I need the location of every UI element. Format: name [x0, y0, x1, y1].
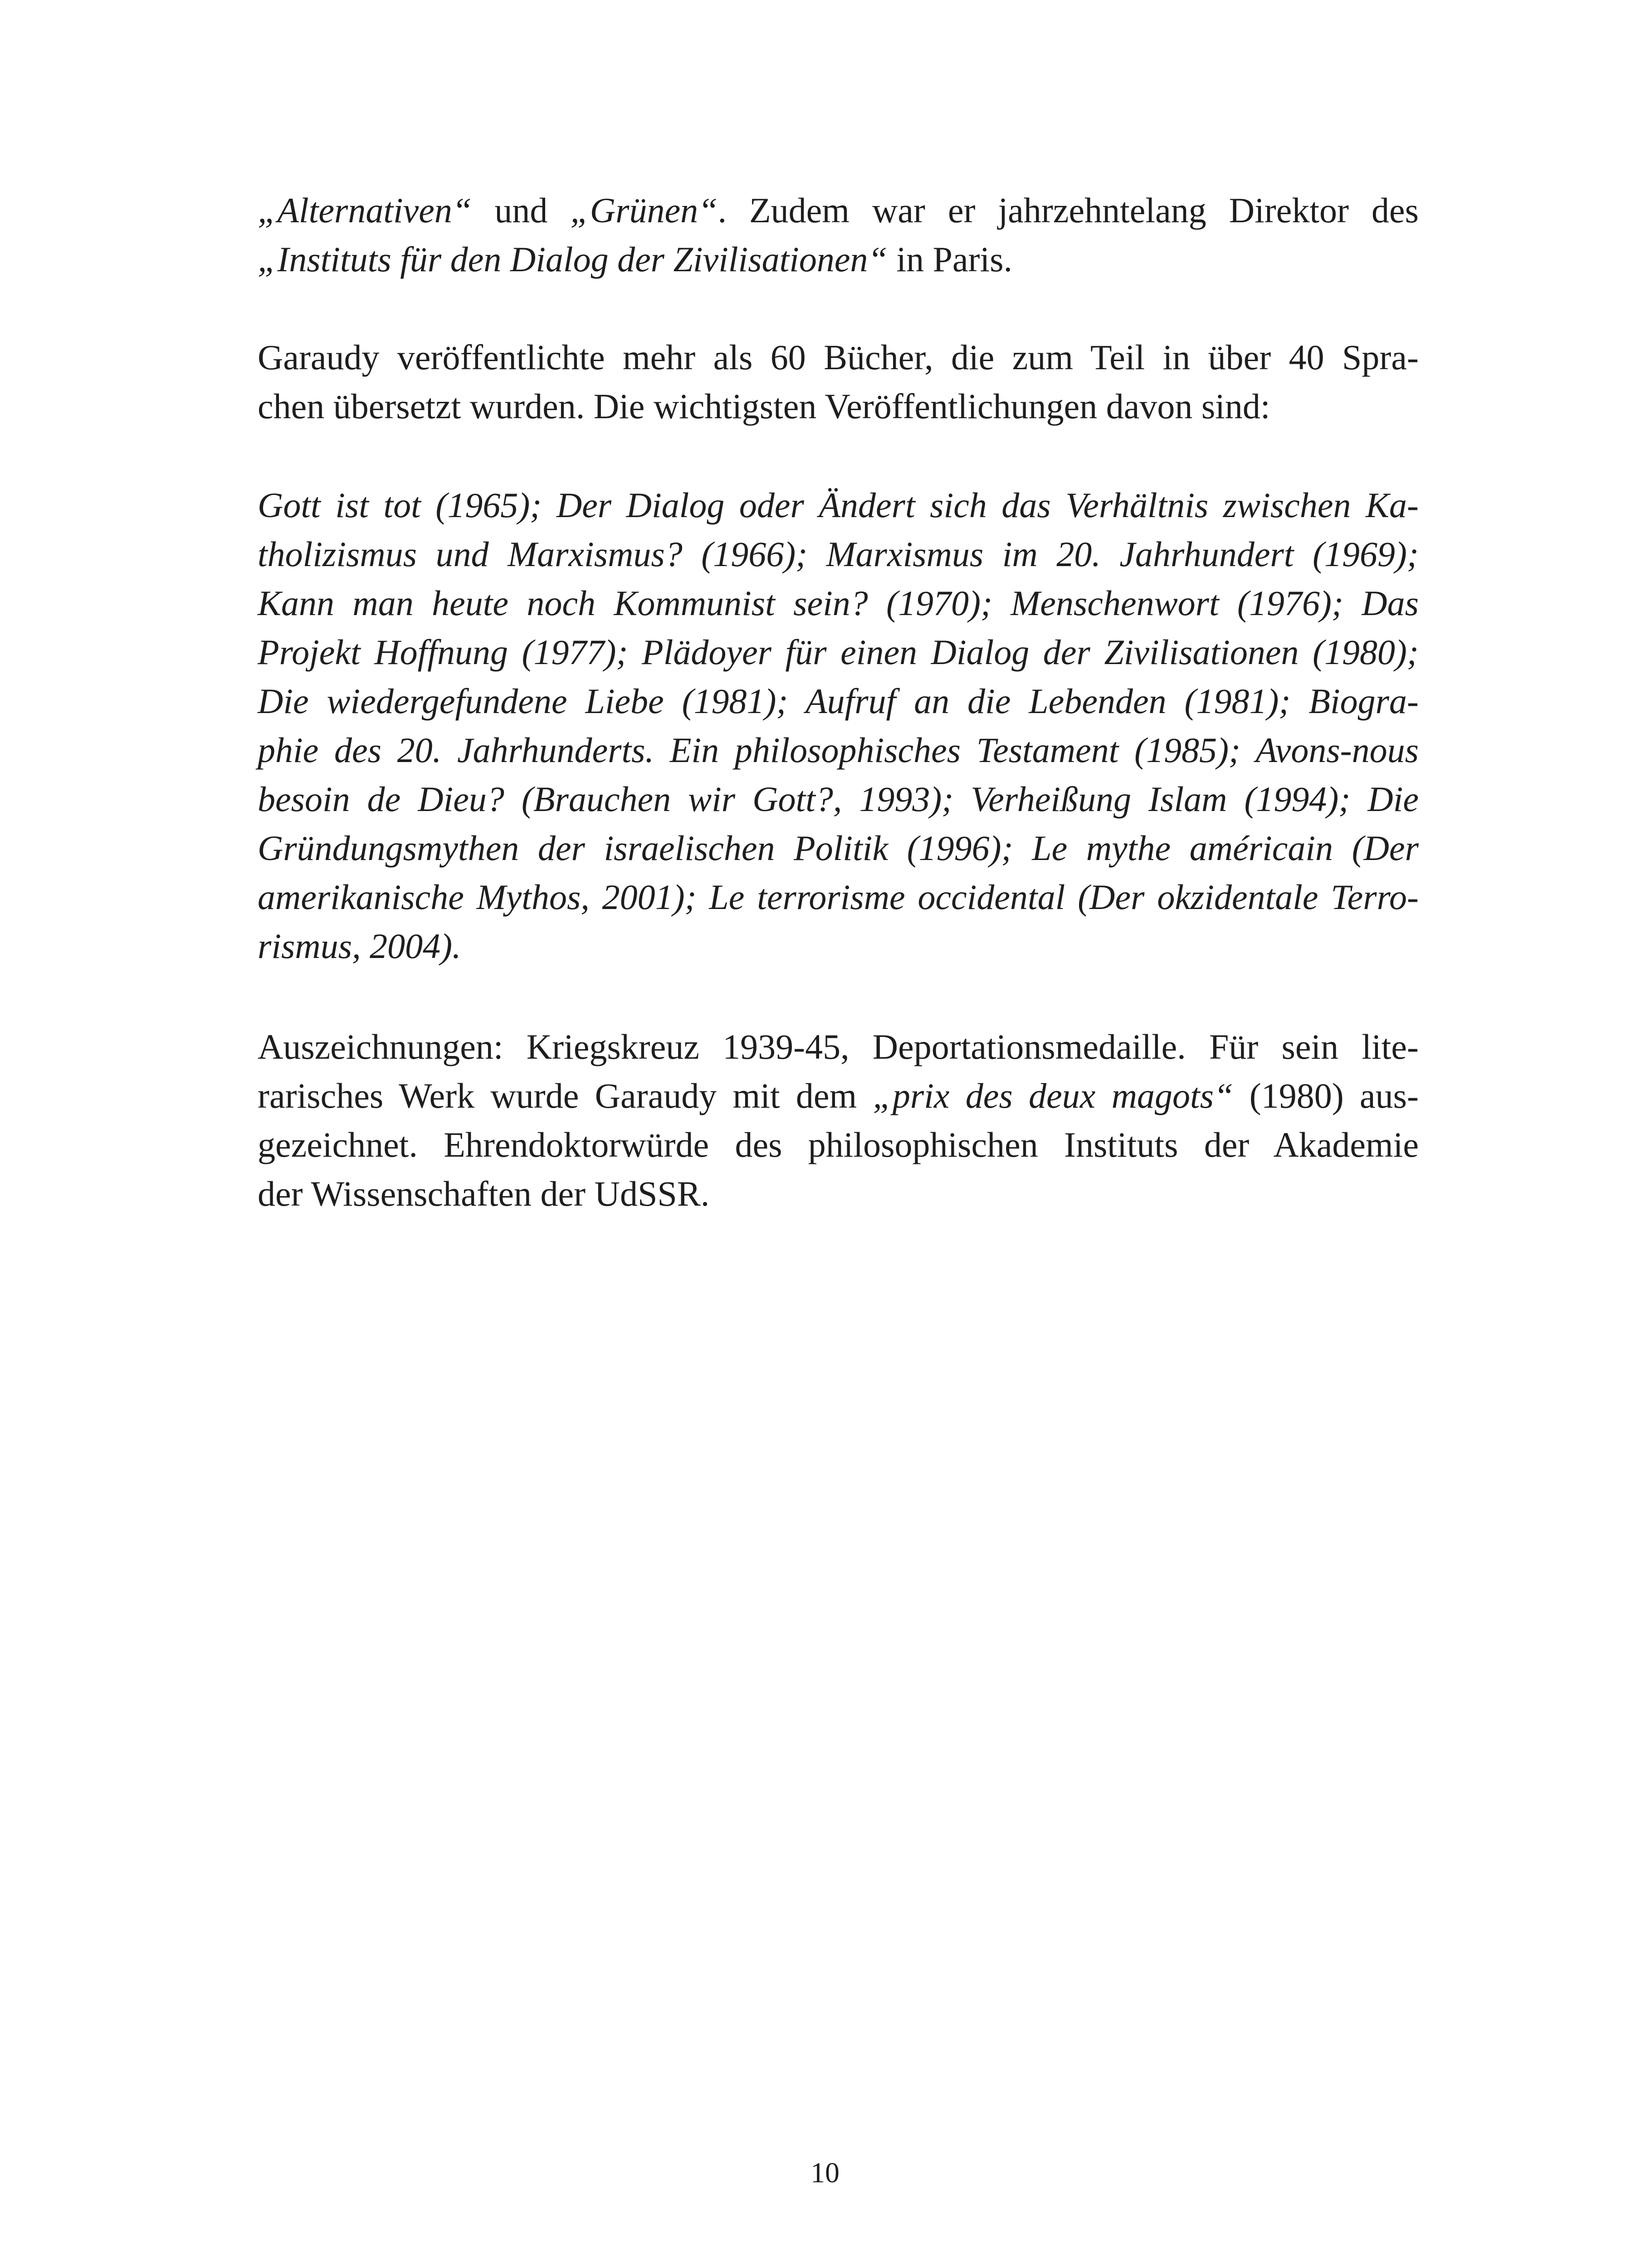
text-line [258, 579, 1419, 628]
italic-text: Gründungsmythen der israelischen Politik (1996); Le mythe américain (Der [258, 828, 1419, 868]
text-line [258, 775, 1419, 824]
paragraph-alternativen-gruenen [258, 186, 1419, 284]
italic-text: „Alternativen“ [258, 191, 472, 230]
italic-text: „Grünen“ [570, 191, 718, 230]
text-line [258, 530, 1419, 579]
page-number: 10 [810, 2156, 840, 2189]
italic-text: tholizismus und Marxismus? (1966); Marxismus im 20. Jahrhundert (1969); [258, 534, 1419, 574]
text-run: chen übersetzt wurden. Die wichtigsten Veröffentlichungen davon sind: [258, 386, 1270, 426]
paragraph-publication-list [258, 481, 1419, 971]
text-run: gezeichnet. Ehrendoktorwürde des philosophischen Instituts der Akademie [258, 1125, 1419, 1164]
text-line [258, 824, 1419, 873]
italic-text: Projekt Hoffnung (1977); Plädoyer für einen Dialog der Zivilisationen (1980); [258, 632, 1419, 672]
text-run: der Wissenschaften der UdSSR. [258, 1174, 710, 1213]
italic-text: Die wiedergefundene Liebe (1981); Aufruf an die Lebenden (1981); Biogra- [258, 681, 1419, 721]
text-line [258, 1071, 1419, 1120]
italic-text: Kann man heute noch Kommunist sein? (1970); Menschenwort (1976); Das [258, 583, 1419, 623]
text-line [258, 1120, 1419, 1169]
text-run: . Zudem war er jahrzehntelang Direktor des [718, 191, 1419, 230]
text-line [258, 333, 1419, 382]
italic-text: phie des 20. Jahrhunderts. Ein philosophisches Testament (1985); Avons-nous [258, 730, 1419, 770]
text-line [258, 628, 1419, 677]
text-run: (1980) aus- [1233, 1076, 1419, 1115]
italic-text: amerikanische Mythos, 2001); Le terrorisme occidental (Der okzidentale Terro- [258, 877, 1419, 917]
text-line [258, 186, 1419, 235]
paragraph-awards [258, 1022, 1419, 1218]
text-run: in Paris. [887, 240, 1013, 279]
text-line [258, 1022, 1419, 1071]
text-run: rarisches Werk wurde Garaudy mit dem [258, 1076, 873, 1115]
text-line [258, 235, 1419, 284]
italic-text: „prix des deux magots“ [873, 1076, 1234, 1115]
text-line [258, 922, 1419, 971]
text-line [258, 873, 1419, 922]
italic-text: Gott ist tot (1965); Der Dialog oder Ändert sich das Verhältnis zwischen Ka- [258, 485, 1419, 525]
text-line [258, 677, 1419, 726]
text-line [258, 481, 1419, 530]
italic-text: „Instituts für den Dialog der Zivilisationen“ [258, 240, 888, 279]
text-line [258, 1169, 1419, 1218]
text-run: Auszeichnungen: Kriegskreuz 1939-45, Deportationsmedaille. Für sein lite- [258, 1027, 1419, 1066]
text-run: Garaudy veröffentlichte mehr als 60 Bücher, die zum Teil in über 40 Spra- [258, 337, 1419, 377]
text-line [258, 382, 1419, 431]
paragraph-books-intro [258, 333, 1419, 431]
text-line [258, 726, 1419, 775]
italic-text: besoin de Dieu? (Brauchen wir Gott?, 1993); Verheißung Islam (1994); Die [258, 779, 1419, 819]
text-run: und [472, 191, 571, 230]
italic-text: rismus, 2004). [258, 926, 461, 966]
